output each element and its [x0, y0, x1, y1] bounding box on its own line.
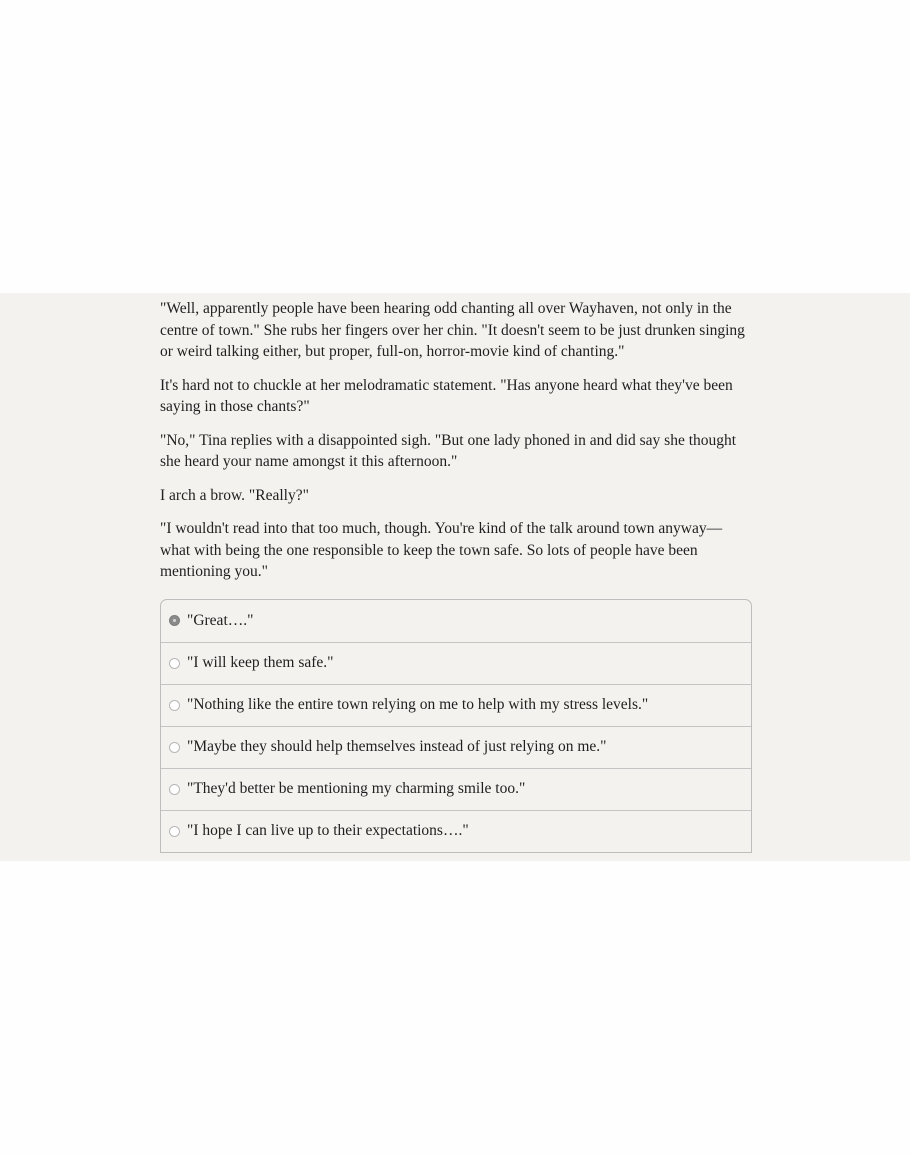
story-paragraph-3: "No," Tina replies with a disappointed sigh. "But one lady phoned in and did say she thought she heard your name amongst it this afternoon." [160, 431, 737, 470]
choice-label: "They'd better be mentioning my charming smile too." [187, 780, 526, 797]
radio-icon[interactable] [169, 784, 180, 795]
radio-selected-icon[interactable] [169, 615, 180, 626]
story-paragraph-4: I arch a brow. "Really?" [160, 486, 309, 504]
story-content [160, 298, 752, 853]
choice-option-5[interactable] [161, 768, 751, 810]
choice-option-1[interactable] [161, 600, 751, 642]
choice-option-2[interactable] [161, 642, 751, 684]
story-paragraph-1: "Well, apparently people have been hearing odd chanting all over Wayhaven, not only in the centre of town." She rubs her fingers over her chin. "It doesn't seem to be just drunken singing or weird talking either, but proper, full-on, horror-movie kind of chanting." [160, 300, 745, 360]
radio-icon[interactable] [169, 826, 180, 837]
choice-label: "I will keep them safe." [187, 654, 334, 671]
story-paragraph-5: "I wouldn't read into that too much, though. You're kind of the talk around town anyway—what with being the one responsible to keep the town safe. So lots of people have been mentioning you." [160, 520, 723, 580]
radio-icon[interactable] [169, 742, 180, 753]
choice-label: "Maybe they should help themselves instead of just relying on me." [187, 738, 607, 755]
game-screen [0, 293, 910, 861]
choice-option-6[interactable] [161, 810, 751, 852]
choice-label: "I hope I can live up to their expectations…." [187, 822, 469, 839]
choice-option-3[interactable] [161, 684, 751, 726]
choice-option-4[interactable] [161, 726, 751, 768]
choice-label: "Great…." [187, 611, 254, 629]
choice-list [160, 599, 752, 853]
radio-icon[interactable] [169, 658, 180, 669]
story-paragraph-2: It's hard not to chuckle at her melodramatic statement. "Has anyone heard what they've been saying in those chants?" [160, 376, 733, 415]
radio-icon[interactable] [169, 700, 180, 711]
choice-label: "Nothing like the entire town relying on me to help with my stress levels." [187, 696, 649, 713]
